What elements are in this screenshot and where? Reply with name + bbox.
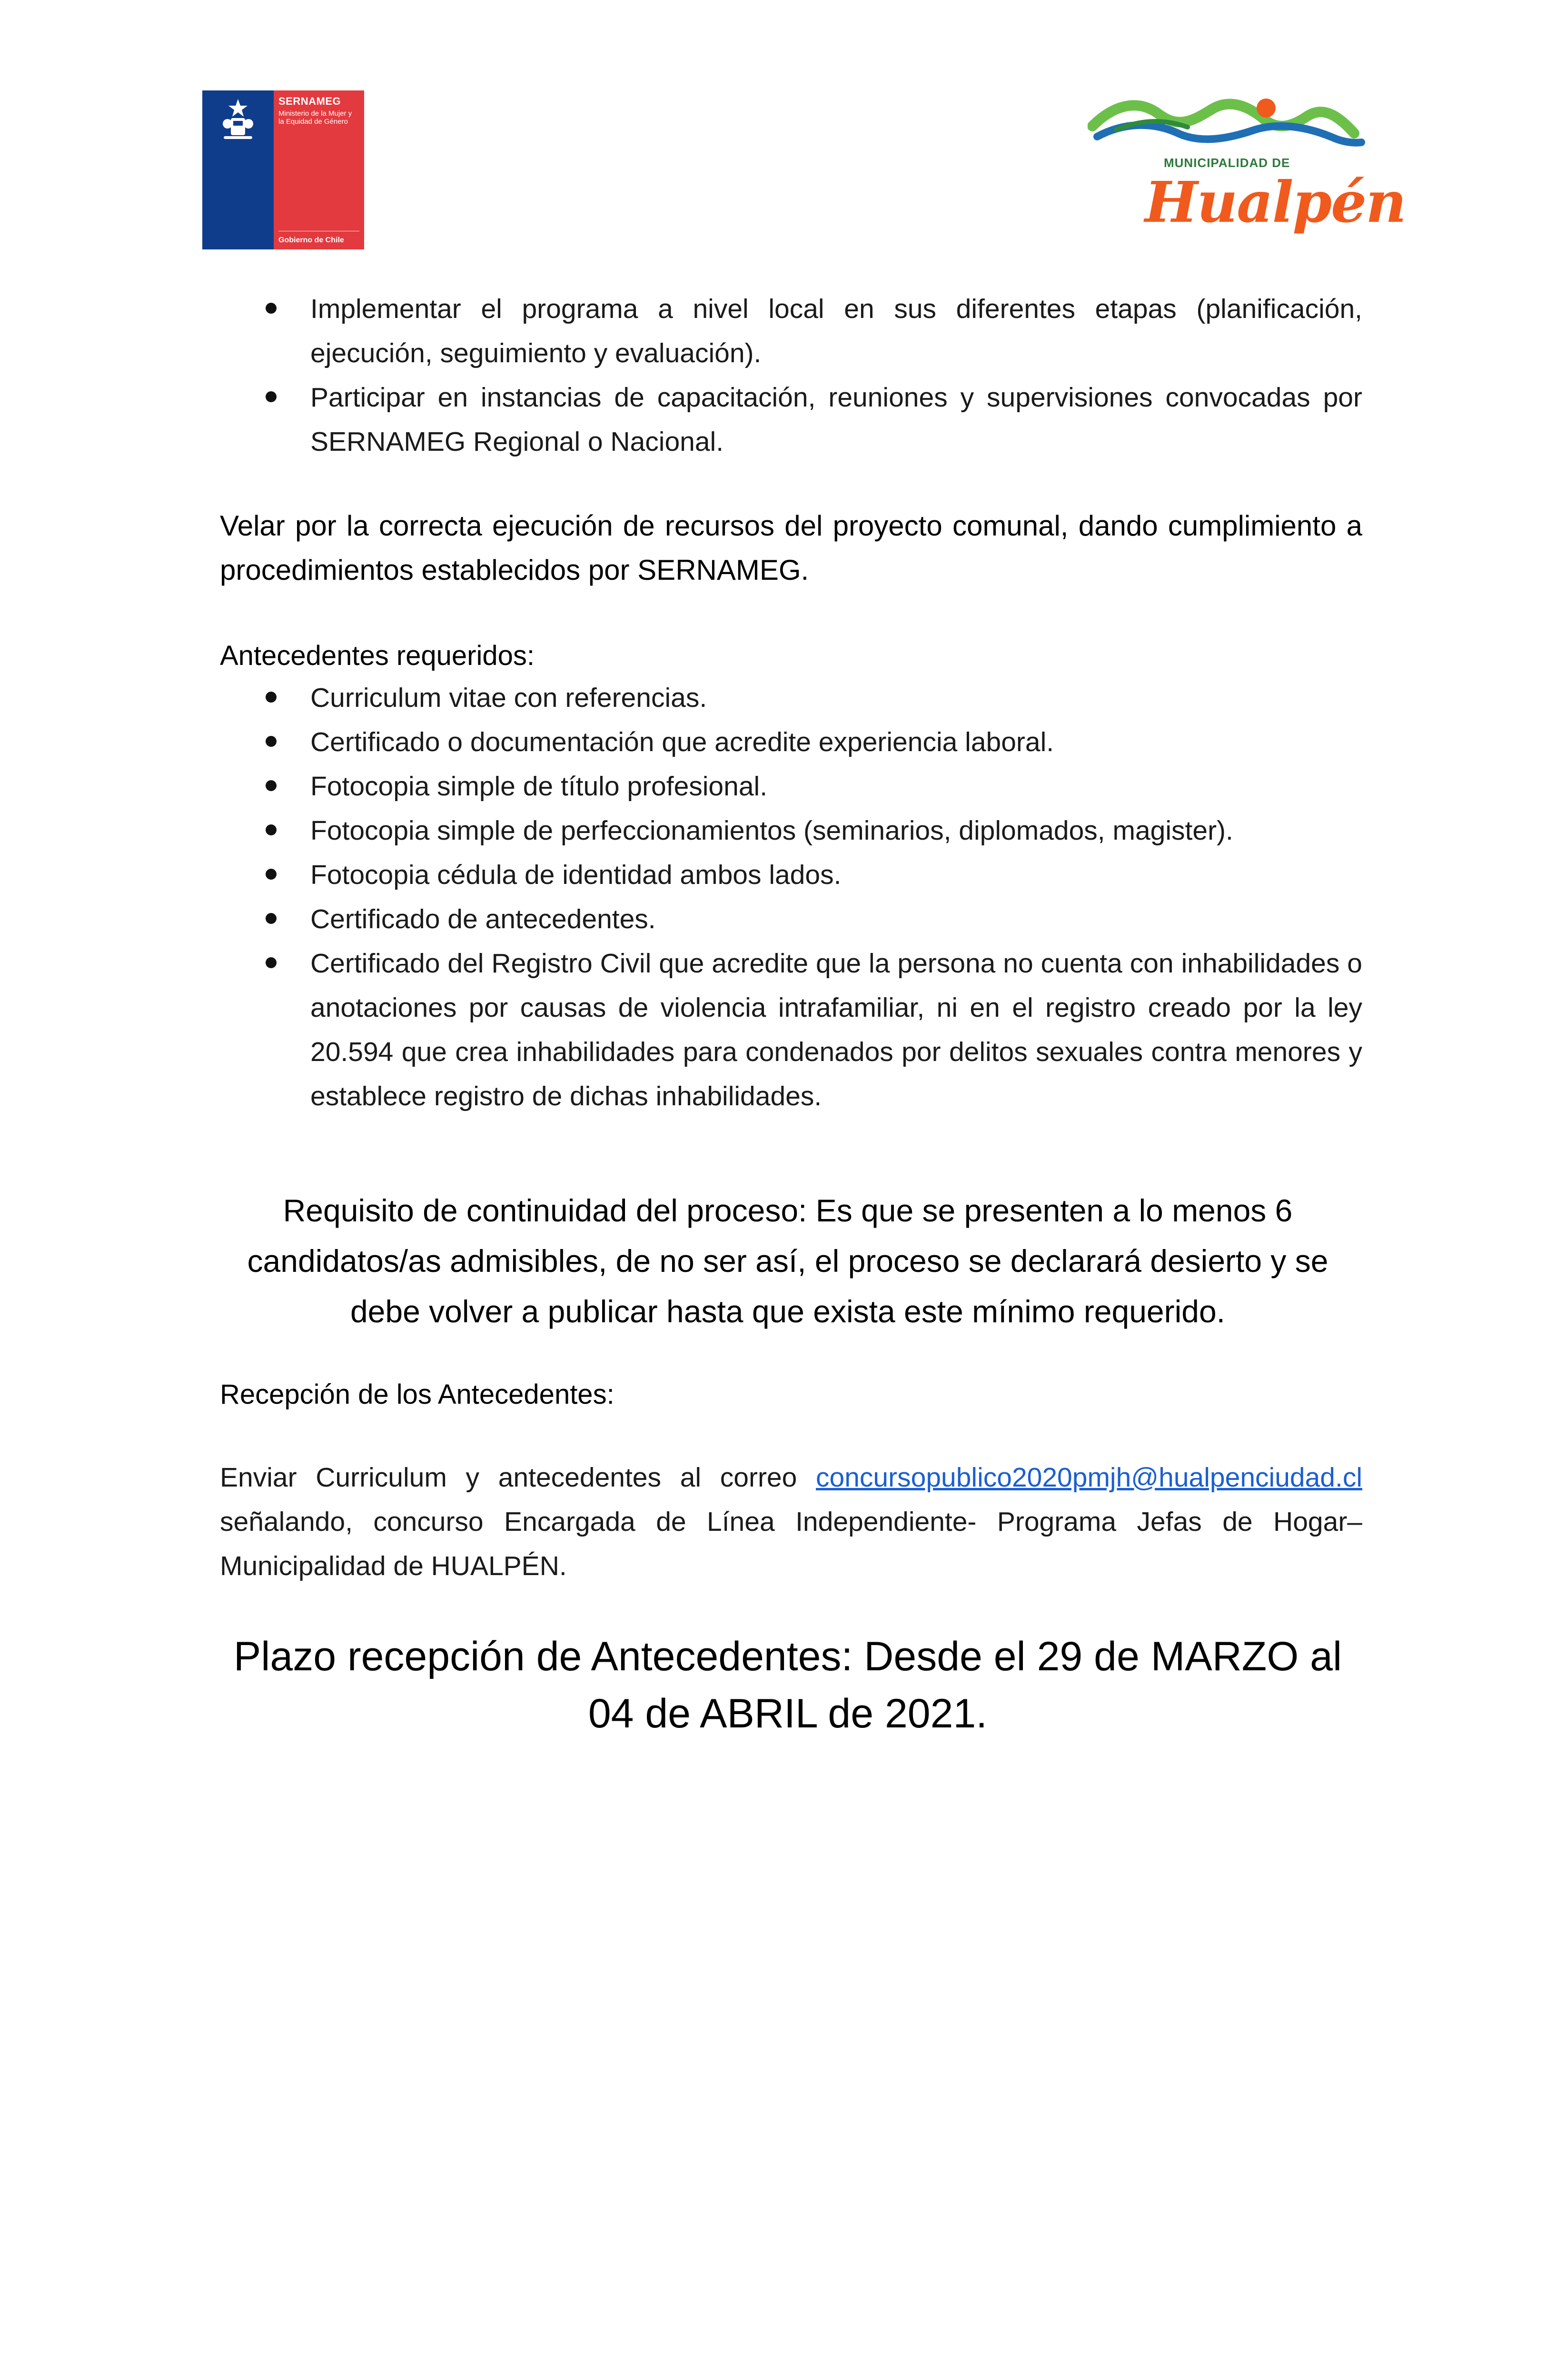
sernameg-footer: Gobierno de Chile [278, 236, 344, 244]
email-link[interactable]: concursopublico2020pmjh@hualpenciudad.cl [816, 1462, 1362, 1493]
bullet-icon [266, 869, 277, 880]
requisito-line: debe volver a publicar hasta que exista este mínimo requerido. [350, 1294, 1226, 1329]
hualpen-logo-top-text: MUNICIPALIDAD DE [1164, 156, 1290, 170]
list-item [263, 287, 1362, 376]
requisito-line: Requisito de continuidad del proceso: Es que se presenten a lo menos 6 [283, 1193, 1293, 1228]
list-item-text: Fotocopia simple de título profesional. [310, 771, 768, 802]
sernameg-subtitle: Ministerio de la Mujer y la Equidad de Género [278, 109, 352, 126]
hualpen-logo-name: Hualpén [1145, 169, 1406, 235]
plazo-line: 04 de ABRIL de 2021. [588, 1691, 988, 1736]
list-item-text: Certificado del Registro Civil que acredite que la persona no cuenta con inhabilidades o anotaciones por causas de violencia intrafamiliar, ni en el registro creado por la ley 20.594 que crea inhabilidades para condenados por delitos sexuales contra menores y establece registro de dichas inhabilidades. [310, 948, 1362, 1111]
bullet-icon [266, 736, 277, 747]
list-item [263, 897, 1362, 942]
list-item-text: Certificado o documentación que acredite experiencia laboral. [310, 727, 1054, 757]
list-item-text: Participar en instancias de capacitación, reuniones y supervisiones convocadas por SERNAMEG Regional o Nacional. [310, 382, 1362, 457]
bullet-icon [266, 913, 277, 924]
sernameg-logo [202, 90, 364, 249]
requisito-block [200, 1185, 1376, 1337]
sernameg-brand: SERNAMEG [278, 95, 341, 107]
recepcion-text-after: señalando, concurso Encargada de Línea Independiente- Programa Jefas de Hogar– Municipalidad de HUALPÉN. [220, 1507, 1362, 1581]
list-item [263, 676, 1362, 720]
bullet-icon [266, 391, 277, 402]
bullet-icon [266, 692, 277, 703]
bullet-icon [266, 303, 277, 314]
plazo-line: Plazo recepción de Antecedentes: Desde el 29 de MARZO al [233, 1634, 1342, 1679]
list-item-text: Certificado de antecedentes. [310, 904, 656, 934]
list-item [263, 809, 1362, 853]
list-item [263, 853, 1362, 897]
list-item-text: Implementar el programa a nivel local en sus diferentes etapas (planificación, ejecución, seguimiento y evaluación). [310, 294, 1362, 368]
hualpen-logo [1088, 93, 1406, 250]
sernameg-logo-blue-panel [202, 90, 274, 249]
chile-coat-of-arms-icon [209, 90, 267, 148]
recepcion-title: Recepción de los Antecedentes: [220, 1379, 615, 1410]
requisito-line: candidatos/as admisibles, de no ser así, el proceso se declarará desierto y se [247, 1243, 1328, 1279]
list-item [263, 376, 1362, 464]
list-item-text: Fotocopia cédula de identidad ambos lados. [310, 860, 842, 890]
bullet-icon [266, 957, 277, 968]
velar-paragraph: Velar por la correcta ejecución de recursos del proyecto comunal, dando cumplimiento a procedimientos establecidos por SERNAMEG. [220, 510, 1362, 586]
antecedentes-title: Antecedentes requeridos: [220, 640, 535, 671]
list-item [263, 942, 1362, 1119]
list-item-text: Curriculum vitae con referencias. [310, 683, 707, 713]
antecedentes-list [263, 676, 1362, 1119]
sernameg-logo-red-panel [274, 90, 364, 249]
bullet-icon [266, 780, 277, 791]
functions-list [263, 287, 1362, 464]
list-item-text: Fotocopia simple de perfeccionamientos (seminarios, diplomados, magister). [310, 815, 1233, 846]
recepcion-paragraph [220, 1456, 1362, 1588]
bullet-icon [266, 824, 277, 835]
list-item [263, 764, 1362, 809]
plazo-block [200, 1628, 1376, 1742]
hualpen-hills-icon [1088, 93, 1366, 159]
list-item [263, 720, 1362, 764]
recepcion-text-before: Enviar Curriculum y antecedentes al correo [220, 1462, 816, 1493]
